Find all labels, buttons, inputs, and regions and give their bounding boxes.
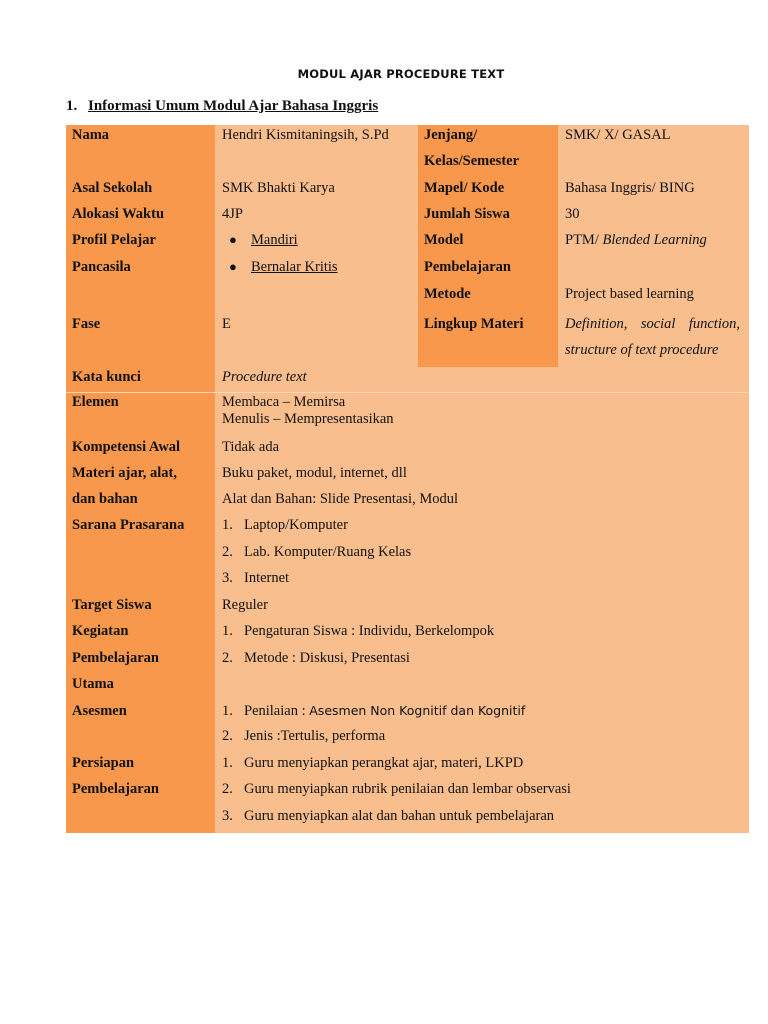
- asal-sekolah-label: Asal Sekolah: [72, 180, 153, 196]
- list-number: 2.: [222, 728, 233, 744]
- list-number: 1.: [222, 755, 233, 771]
- jenjang-value: SMK/ X/ GASAL: [565, 127, 671, 143]
- target-siswa-label: Target Siswa: [72, 597, 152, 613]
- list-text: Guru menyiapkan perangkat ajar, materi, LKPD: [244, 755, 524, 771]
- alokasi-waktu-value: 4JP: [222, 206, 243, 222]
- list-item: [222, 539, 411, 566]
- model-value-plain: PTM/: [565, 232, 603, 248]
- list-item: [222, 803, 554, 830]
- lingkup-materi-value-line1: [565, 311, 740, 338]
- profil-label-2: Pancasila: [72, 259, 131, 275]
- list-number: 2.: [222, 650, 233, 666]
- alokasi-waktu-label: Alokasi Waktu: [72, 206, 165, 222]
- list-text: Guru menyiapkan alat dan bahan untuk pembelajaran: [244, 808, 555, 824]
- list-text: Lab. Komputer/Ruang Kelas: [244, 544, 412, 560]
- materi-line-1: Buku paket, modul, internet, dll: [222, 465, 407, 481]
- elemen-line-2: Menulis – Mempresentasikan: [222, 411, 394, 427]
- profil-item-bernalar-kritis: Bernalar Kritis: [251, 259, 338, 275]
- list-text: Jenis :Tertulis, performa: [244, 728, 386, 744]
- persiapan-label-2: Pembelajaran: [72, 781, 159, 797]
- list-number: 3.: [222, 570, 233, 586]
- list-number: 1.: [222, 703, 233, 719]
- kegiatan-label-3: Utama: [72, 676, 114, 692]
- section-title: Informasi Umum Modul Ajar Bahasa Inggris: [88, 98, 379, 114]
- elemen-line-1: Membaca – Memirsa: [222, 394, 346, 410]
- asal-sekolah-value: SMK Bhakti Karya: [222, 180, 335, 196]
- jenjang-label-1: Jenjang/: [424, 127, 478, 143]
- fase-value: E: [222, 316, 231, 332]
- profil-item-mandiri: Mandiri: [251, 232, 298, 248]
- list-number: 2.: [222, 781, 233, 797]
- row-divider: [66, 392, 749, 393]
- list-item: [222, 645, 410, 672]
- list-number: 3.: [222, 808, 233, 824]
- list-text: Pengaturan Siswa : Individu, Berkelompok: [244, 623, 495, 639]
- metode-value: Project based learning: [565, 286, 694, 302]
- lingkup-word: Definition,: [565, 316, 628, 332]
- kata-kunci-value: Procedure text: [222, 369, 307, 385]
- sarana-prasarana-label: Sarana Prasarana: [72, 517, 185, 533]
- materi-label-1: Materi ajar, alat,: [72, 465, 177, 481]
- bullet-icon: ●: [229, 232, 237, 247]
- jumlah-siswa-value: 30: [565, 206, 580, 222]
- model-label-2: Pembelajaran: [424, 259, 511, 275]
- list-text: Internet: [244, 570, 290, 586]
- list-text: Guru menyiapkan rubrik penilaian dan lembar observasi: [244, 781, 571, 797]
- list-item: [222, 750, 523, 777]
- lingkup-materi-label: Lingkup Materi: [424, 316, 524, 332]
- document-title: MODUL AJAR PROCEDURE TEXT: [297, 67, 505, 81]
- materi-label-2: dan bahan: [72, 491, 138, 507]
- list-number: 1.: [222, 517, 233, 533]
- target-siswa-value: Reguler: [222, 597, 268, 613]
- kegiatan-label-2: Pembelajaran: [72, 650, 159, 666]
- materi-line-2: Alat dan Bahan: Slide Presentasi, Modul: [222, 491, 458, 507]
- asesmen-label: Asesmen: [72, 703, 127, 719]
- list-text: Penilaian :: [244, 703, 310, 719]
- list-item: [222, 776, 571, 803]
- list-text: Laptop/Komputer: [244, 517, 348, 533]
- model-label-1: Model: [424, 232, 464, 248]
- kompetensi-awal-value: Tidak ada: [222, 439, 280, 455]
- metode-label: Metode: [424, 286, 471, 302]
- list-number: 2.: [222, 544, 233, 560]
- list-item: [222, 565, 289, 592]
- section-number: 1.: [66, 98, 78, 114]
- persiapan-label-1: Persiapan: [72, 755, 135, 771]
- profil-label-1: Profil Pelajar: [72, 232, 156, 248]
- kegiatan-label-1: Kegiatan: [72, 623, 129, 639]
- list-number: 1.: [222, 623, 233, 639]
- lingkup-word: social: [640, 316, 676, 332]
- section-heading: [66, 98, 378, 115]
- jenjang-label-2: Kelas/Semester: [424, 153, 520, 169]
- lingkup-materi-value-line2: structure of text procedure: [565, 342, 719, 358]
- lingkup-word: function,: [688, 316, 740, 332]
- nama-label: Nama: [72, 127, 110, 143]
- list-item: [222, 618, 494, 645]
- bullet-icon: ●: [229, 259, 237, 274]
- list-item: [222, 512, 348, 539]
- list-text-sans: Asesmen Non Kognitif dan Kognitif: [309, 703, 526, 718]
- nama-value: Hendri Kismitaningsih, S.Pd: [222, 127, 389, 143]
- kompetensi-awal-label: Kompetensi Awal: [72, 439, 181, 455]
- jumlah-siswa-label: Jumlah Siswa: [424, 206, 510, 222]
- list-item: [222, 723, 385, 750]
- elemen-label: Elemen: [72, 394, 119, 410]
- list-text: Metode : Diskusi, Presentasi: [244, 650, 410, 666]
- fase-label: Fase: [72, 316, 101, 332]
- list-item: [222, 698, 525, 725]
- model-value: [565, 227, 707, 254]
- mapel-label: Mapel/ Kode: [424, 180, 505, 196]
- model-value-italic: Blended Learning: [602, 232, 707, 248]
- kata-kunci-label: Kata kunci: [72, 369, 141, 385]
- mapel-value: Bahasa Inggris/ BING: [565, 180, 695, 196]
